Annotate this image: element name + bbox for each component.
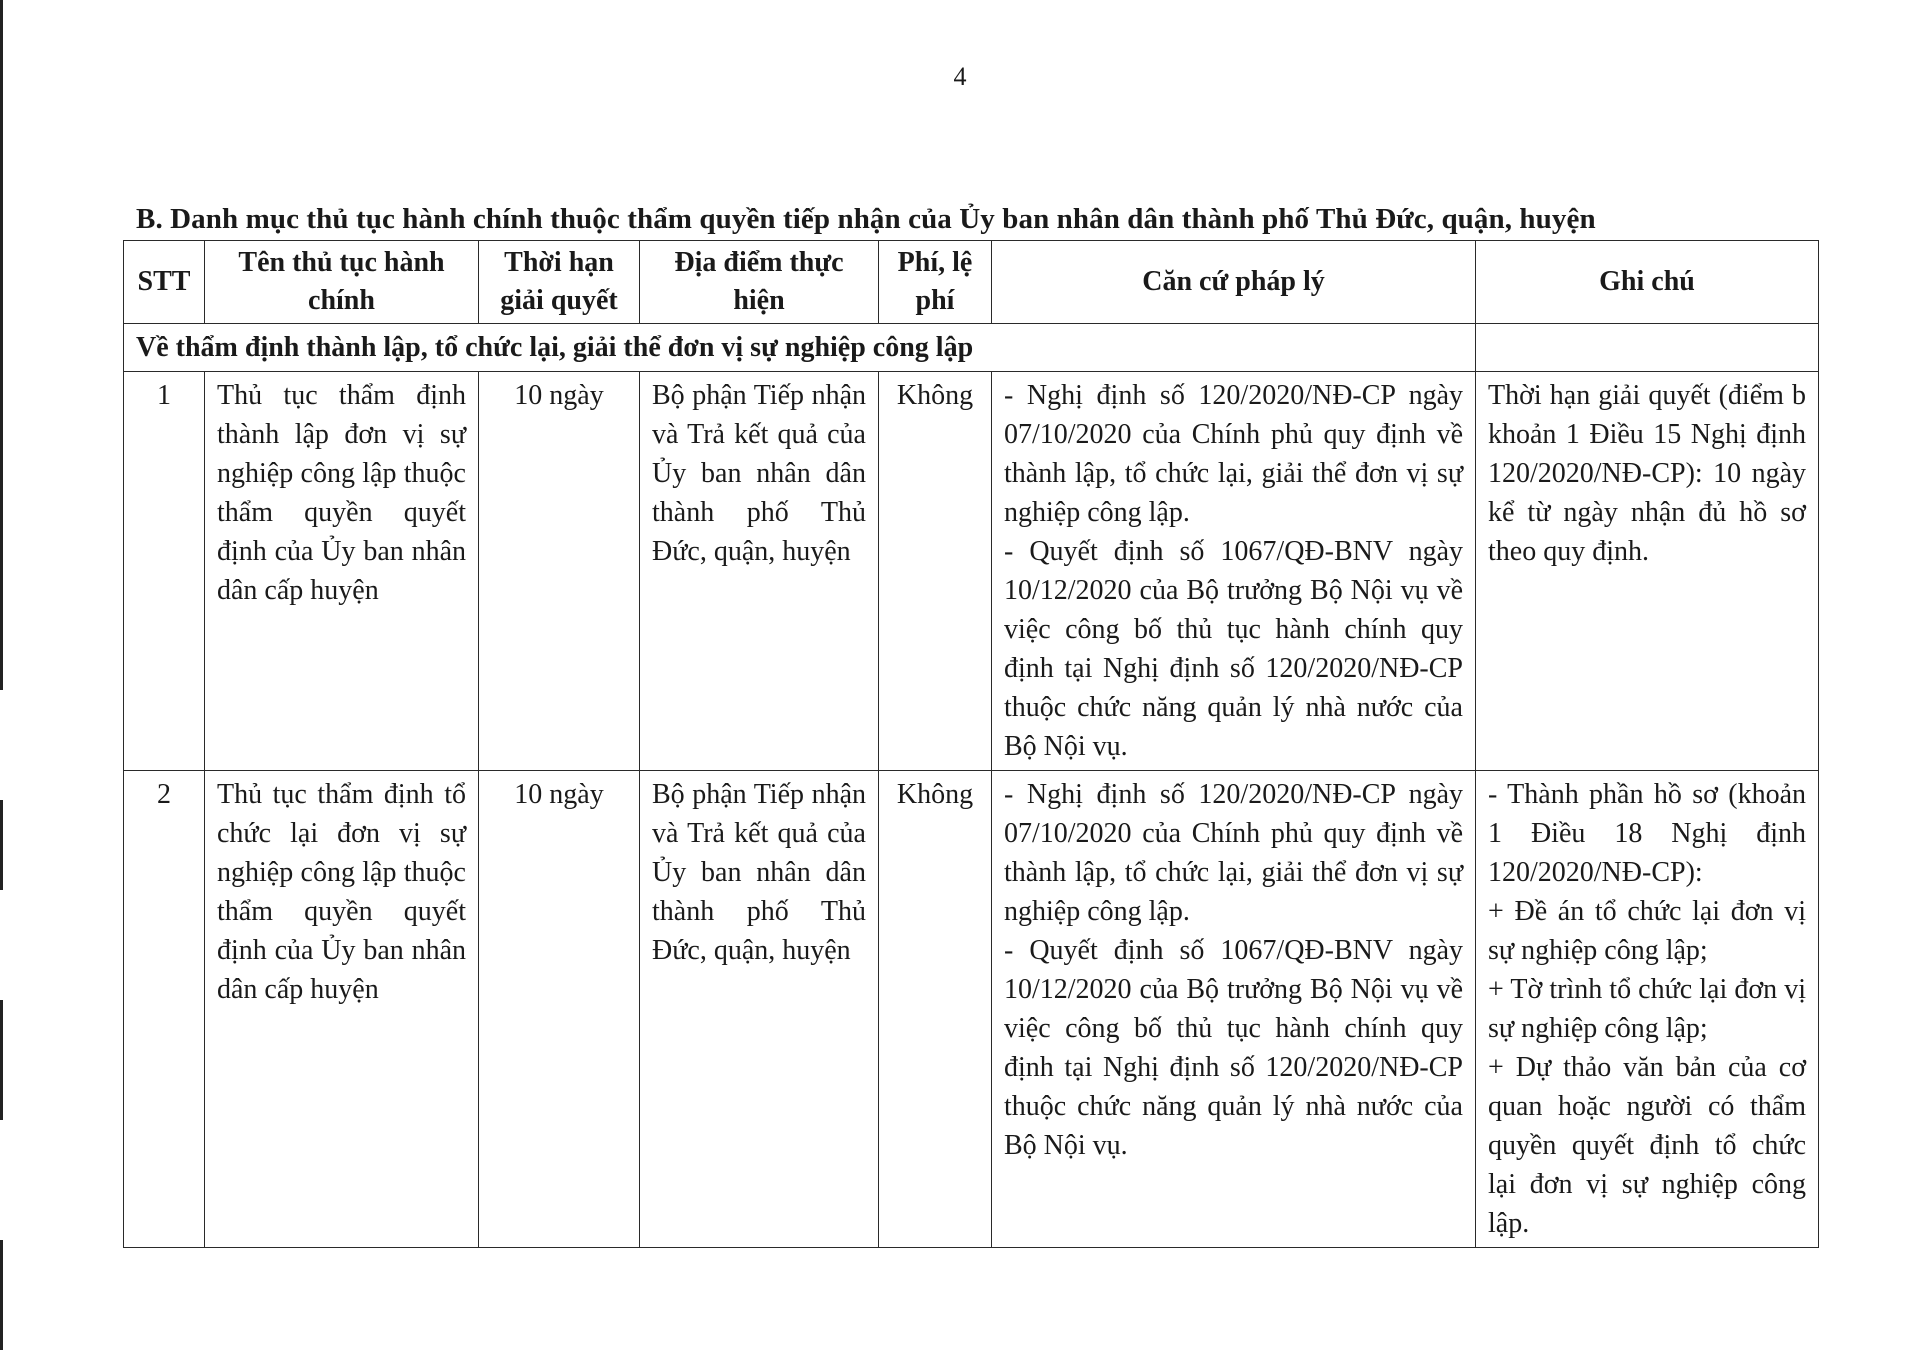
legal-basis-decree: - Nghị định số 120/2020/NĐ-CP ngày 07/10/2020 của Chính phủ quy định về thành lập, tổ chức lại, giải thể đơn vị sự nghiệp công lập. <box>1004 380 1463 528</box>
procedures-table <box>123 240 1819 1248</box>
table-row <box>124 372 1819 771</box>
note-dossier-item: + Dự thảo văn bản của cơ quan hoặc người có thẩm quyền quyết định tổ chức lại đơn vị sự nghiệp công lập. <box>1488 1052 1806 1239</box>
header-fee: Phí, lệ phí <box>879 241 992 324</box>
row-note: Thời hạn giải quyết (điểm b khoản 1 Điều 15 Nghị định 120/2020/NĐ-CP): 10 ngày kể từ ngày nhận đủ hồ sơ theo quy định. <box>1476 372 1819 771</box>
legal-basis-decree: - Nghị định số 120/2020/NĐ-CP ngày 07/10/2020 của Chính phủ quy định về thành lập, tổ chức lại, giải thể đơn vị sự nghiệp công lập. <box>1004 779 1463 927</box>
group-title: Về thẩm định thành lập, tổ chức lại, giải thể đơn vị sự nghiệp công lập <box>124 324 1476 372</box>
note-dossier-item: + Tờ trình tổ chức lại đơn vị sự nghiệp công lập; <box>1488 974 1806 1044</box>
table-row <box>124 771 1819 1248</box>
row-fee: Không <box>879 771 992 1248</box>
header-note: Ghi chú <box>1476 241 1819 324</box>
row-procedure-name: Thủ tục thẩm định thành lập đơn vị sự nghiệp công lập thuộc thẩm quyền quyết định của Ủy ban nhân dân cấp huyện <box>205 372 479 771</box>
header-location: Địa điểm thực hiện <box>640 241 879 324</box>
row-procedure-name: Thủ tục thẩm định tổ chức lại đơn vị sự nghiệp công lập thuộc thẩm quyền quyết định của Ủy ban nhân dân cấp huyện <box>205 771 479 1248</box>
table-header-row <box>124 241 1819 324</box>
legal-basis-decision: - Quyết định số 1067/QĐ-BNV ngày 10/12/2020 của Bộ trưởng Bộ Nội vụ về việc công bố thủ tục hành chính quy định tại Nghị định số 120/2020/NĐ-CP thuộc chức năng quản lý nhà nước của Bộ Nội vụ. <box>1004 935 1463 1161</box>
note-dossier-item: + Đề án tổ chức lại đơn vị sự nghiệp công lập; <box>1488 896 1806 966</box>
scan-edge-mark <box>0 800 3 890</box>
row-fee: Không <box>879 372 992 771</box>
legal-basis-decision: - Quyết định số 1067/QĐ-BNV ngày 10/12/2020 của Bộ trưởng Bộ Nội vụ về việc công bố thủ tục hành chính quy định tại Nghị định số 120/2020/NĐ-CP thuộc chức năng quản lý nhà nước của Bộ Nội vụ. <box>1004 536 1463 762</box>
section-title: B. Danh mục thủ tục hành chính thuộc thẩm quyền tiếp nhận của Ủy ban nhân dân thành phố Thủ Đức, quận, huyện <box>136 203 1596 235</box>
row-processing-time: 10 ngày <box>479 372 640 771</box>
header-procedure-name: Tên thủ tục hành chính <box>205 241 479 324</box>
row-legal-basis <box>992 372 1476 771</box>
row-legal-basis <box>992 771 1476 1248</box>
scan-edge-mark <box>0 1240 3 1350</box>
group-note-empty <box>1476 324 1819 372</box>
group-row <box>124 324 1819 372</box>
row-note <box>1476 771 1819 1248</box>
header-legal-basis: Căn cứ pháp lý <box>992 241 1476 324</box>
row-processing-time: 10 ngày <box>479 771 640 1248</box>
row-stt: 2 <box>124 771 205 1248</box>
scan-edge-mark <box>0 0 3 690</box>
header-processing-time: Thời hạn giải quyết <box>479 241 640 324</box>
row-stt: 1 <box>124 372 205 771</box>
row-location: Bộ phận Tiếp nhận và Trả kết quả của Ủy ban nhân dân thành phố Thủ Đức, quận, huyện <box>640 372 879 771</box>
scan-edge-mark <box>0 1000 3 1120</box>
row-location: Bộ phận Tiếp nhận và Trả kết quả của Ủy ban nhân dân thành phố Thủ Đức, quận, huyện <box>640 771 879 1248</box>
note-dossier-heading: - Thành phần hồ sơ (khoản 1 Điều 18 Nghị định 120/2020/NĐ-CP): <box>1488 779 1806 888</box>
page-number: 4 <box>953 62 967 91</box>
header-stt: STT <box>124 241 205 324</box>
